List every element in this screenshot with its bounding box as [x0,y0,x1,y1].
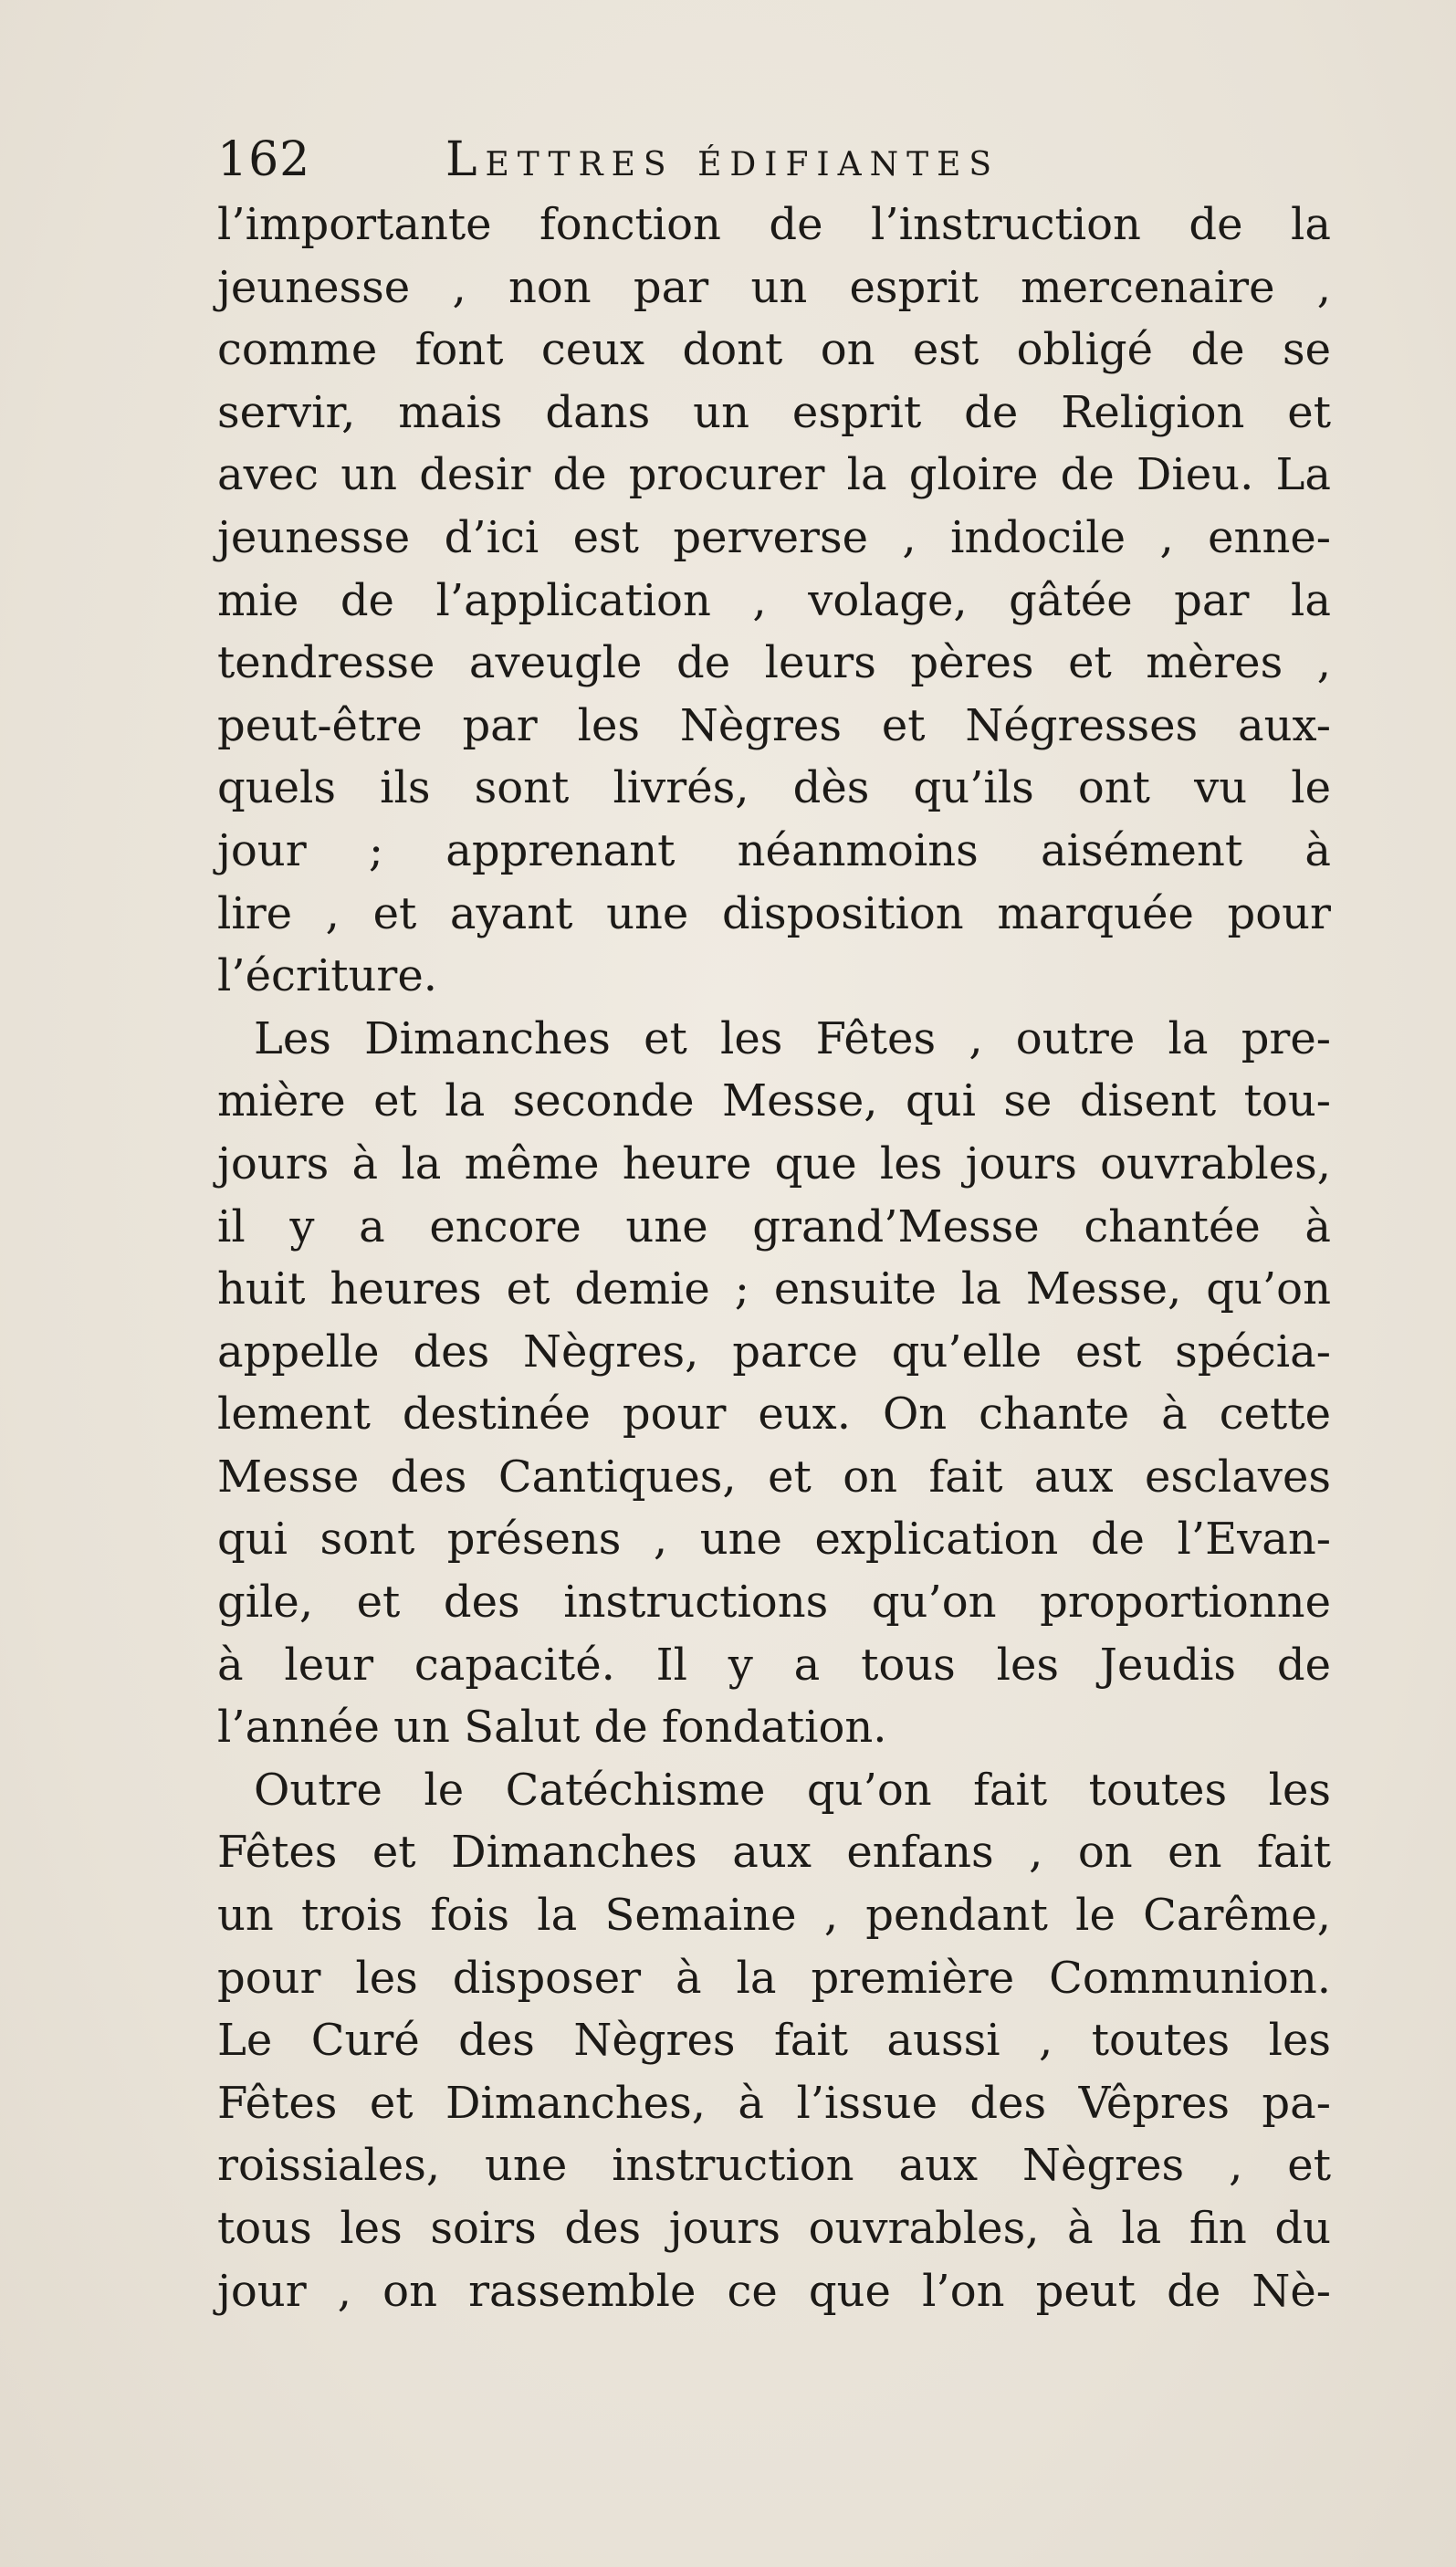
text-line: Fêtes et Dimanches, à l’issue des Vêpres pa- [217,2077,1331,2129]
text-line: jeunesse d’ici est perverse , indocile , enne- [217,511,1331,563]
text-line: qui sont présens , une explication de l’Evan- [217,1514,1331,1566]
text-line: appelle des Nègres, parce qu’elle est spécia- [217,1325,1331,1378]
text-line: lire , et ayant une disposition marquée pour [217,887,1331,939]
text-line: l’année un Salut de fondation. [217,1702,887,1754]
text-line: Le Curé des Nègres fait aussi , toutes les [217,2015,1331,2067]
text-line: jour , on rassemble ce que l’on peut de Nè- [217,2265,1331,2317]
text-line: comme font ceux dont on est obligé de se [217,324,1331,376]
page-number: 162 [217,132,311,187]
text-line: quels ils sont livrés, dès qu’ils ont vu le [217,762,1331,814]
text-line: lement destinée pour eux. On chante à cette [217,1388,1331,1441]
text-line: servir, mais dans un esprit de Religion et [217,386,1331,438]
text-line: à leur capacité. Il y a tous les Jeudis de [217,1639,1331,1691]
running-title: Lettres édifiantes [445,132,1000,187]
text-line: l’écriture. [217,950,438,1002]
text-line: jour ; apprenant néanmoins aisément à [217,824,1331,876]
text-line: roissiales, une instruction aux Nègres , et [217,2140,1331,2192]
text-line: Les Dimanches et les Fêtes , outre la pre- [254,1012,1331,1064]
text-line: mie de l’application , volage, gâtée par la [217,574,1331,626]
text-line: un trois fois la Semaine , pendant le Carême, [217,1890,1331,1942]
text-line: mière et la seconde Messe, qui se disent tou- [217,1075,1331,1127]
text-line: l’importante fonction de l’instruction de la [217,199,1331,250]
text-line: pour les disposer à la première Communion. [217,1952,1331,2004]
text-line: Messe des Cantiques, et on fait aux esclaves [217,1451,1331,1503]
text-line: huit heures et demie ; ensuite la Messe, qu’on [217,1263,1331,1315]
text-line: peut-être par les Nègres et Négresses aux- [217,699,1331,751]
text-line: gile, et des instructions qu’on proportionne [217,1577,1331,1629]
text-line: tendresse aveugle de leurs pères et mères , [217,637,1331,689]
text-line: jeunesse , non par un esprit mercenaire , [217,261,1331,313]
page-header [217,132,1331,196]
body-text [217,194,1331,2322]
text-line: il y a encore une grand’Messe chantée à [217,1200,1331,1252]
text-line: Outre le Catéchisme qu’on fait toutes les [254,1764,1331,1816]
text-line: tous les soirs des jours ouvrables, à la fin du [217,2203,1331,2254]
text-line: avec un desir de procurer la gloire de Dieu. La [217,449,1331,501]
text-line: Fêtes et Dimanches aux enfans , on en fait [217,1827,1331,1879]
text-line: jours à la même heure que les jours ouvrables, [217,1137,1331,1189]
